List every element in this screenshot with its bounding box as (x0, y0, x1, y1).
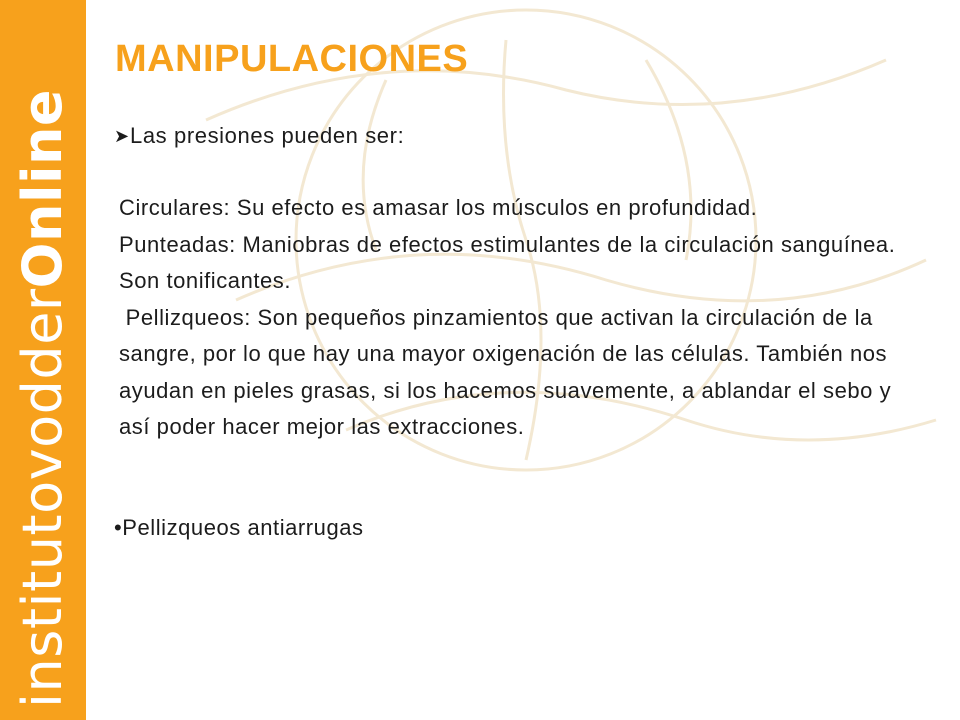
arrow-bullet-icon: ➤ (114, 126, 130, 146)
brand-logo-text (11, 88, 74, 720)
slide-body (119, 190, 899, 446)
slide-title: MANIPULACIONES (115, 38, 469, 80)
intro-text: Las presiones pueden ser: (130, 123, 405, 148)
bullet-item: •Pellizqueos antiarrugas (114, 515, 364, 540)
brand-sidebar (0, 0, 86, 720)
brand-name-light: institutovodder (11, 288, 74, 708)
paragraph-circulares: Circulares: Su efecto es amasar los músculos en profundidad. (119, 195, 758, 220)
brand-name-bold: Online (11, 88, 74, 289)
paragraph-punteadas: Punteadas: Maniobras de efectos estimulantes de la circulación sanguínea. Son tonificantes. (119, 231, 896, 293)
intro-line (114, 123, 404, 149)
paragraph-pellizqueos: Pellizqueos: Son pequeños pinzamientos que activan la circulación de la sangre, por lo que hay una mayor oxigenación de las células. También nos ayudan en pieles grasas, si los hacemos suavemente, a ablandar el sebo y así poder hacer mejor las extracciones. (119, 304, 898, 439)
